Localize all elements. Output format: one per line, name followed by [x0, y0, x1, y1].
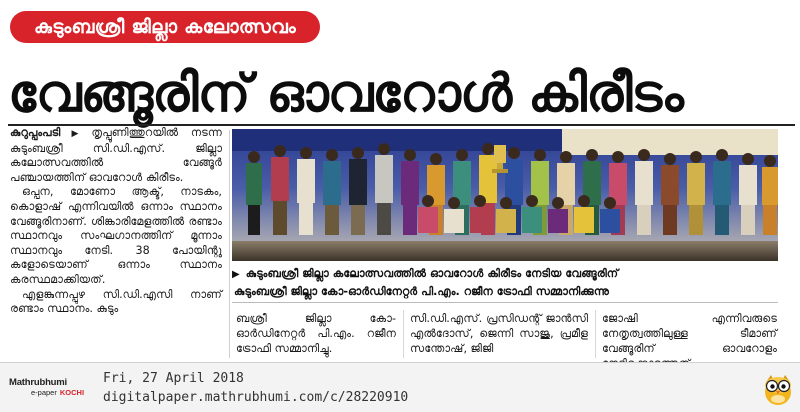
article-paragraph-1 [10, 126, 222, 185]
article-lower-column-3 [602, 311, 777, 359]
brand-sub [9, 388, 95, 398]
lower-column-text: സി.ഡി.എസ്. പ്രസിഡന്റ് ജാൻസി എൽദോസ്, ജെന്നി സാജു, പ്രമീള സന്തോഷ്, ജിജി [410, 312, 588, 355]
paragraph-text: തൃപ്പൂണിത്തുറയിൽ നടന്ന കുടുംബശ്രീ സി.ഡി.എസ്. ജില്ലാ കലോത്സവത്തിൽ വേങ്ങൂർ പഞ്ചായത്തിന് ഓവറോൾ കിരീടം. [10, 126, 222, 184]
lower-column-text: ജോഷി എന്നിവരുടെ നേതൃത്വത്തിലുള്ള ടീമാണ് വേങ്ങൂരിന് ഓവറോളം [602, 312, 777, 355]
publication-date: Fri, 27 April 2018 [103, 371, 244, 386]
photo-caption [232, 265, 778, 301]
headline: വേങ്ങൂരിന് ഓവറോൾ കിരീടം [8, 64, 683, 124]
triangle-right-icon: ▶ [62, 129, 88, 139]
mathrubhumi-epaper-logo[interactable] [9, 377, 95, 401]
article-lower-column-2 [410, 311, 588, 359]
owl-icon [762, 372, 794, 406]
brand-sub-text: e-paper [31, 388, 57, 397]
article-paragraph-2: ഒപ്പന, മോണോ ആക്ട്, നാടകം, കൊളാഷ് എന്നിവയിൽ ഒന്നാം സ്ഥാനം വേങ്ങൂരിനാണ്. ശിങ്കാരിമേളത്തിൽ രണ്ടാം സ്ഥാനവും സംഘഗാനത്തിന് മൂന്നാം സ്ഥാനവും നേടി. 38 പോയിന്റു കളോടെയാണ് ഒന്നാം സ്ഥാനം കരസ്ഥമാക്കിയത്. [10, 185, 222, 286]
play-icon: ▶ [232, 269, 240, 280]
caption-line-1 [232, 265, 778, 283]
column-divider [595, 310, 596, 358]
caption-line-2: കുടുംബശ്രീ ജില്ലാ കോ-ഓർഡിനേറ്റർ പി.എം. റജീന ട്രോഫി സമ്മാനിക്കുന്നു [234, 285, 610, 298]
article-paragraph-3: എളങ്കുന്നപ്പുഴ സി.ഡി.എസി നാണ് രണ്ടാം സ്ഥാനം. കുടും [10, 287, 222, 316]
lower-column-text: ബശ്രീ ജില്ലാ കോ-ഓർഡിനേറ്റർ പി.എം. റജീന ട്രോഫി സമ്മാനിച്ചു. [236, 312, 396, 355]
kicker-banner: കുടുംബശ്രീ ജില്ലാ കലോത്സവം [10, 11, 320, 43]
caption-text-1: കുടുംബശ്രീ ജില്ലാ കലോത്സവത്തിൽ ഓവറോൾ കിരീടം നേടിയ വേങ്ങൂരിന് [245, 267, 619, 280]
column-divider [229, 130, 230, 358]
brand-name: Mathrubhumi [9, 377, 67, 388]
epaper-footer [0, 362, 800, 412]
source-url-link[interactable]: digitalpaper.mathrubhumi.com/c/28220910 [103, 390, 409, 405]
dateline: കുറുപ്പംപടി [10, 126, 61, 139]
column-divider [403, 310, 404, 358]
edition-label: KOCHI [59, 388, 85, 397]
caption-rule [232, 302, 778, 303]
article-left-column [10, 126, 222, 358]
article-lower-column-1 [236, 311, 396, 359]
award-group-photo [232, 129, 778, 261]
photo-illustration [232, 129, 778, 261]
